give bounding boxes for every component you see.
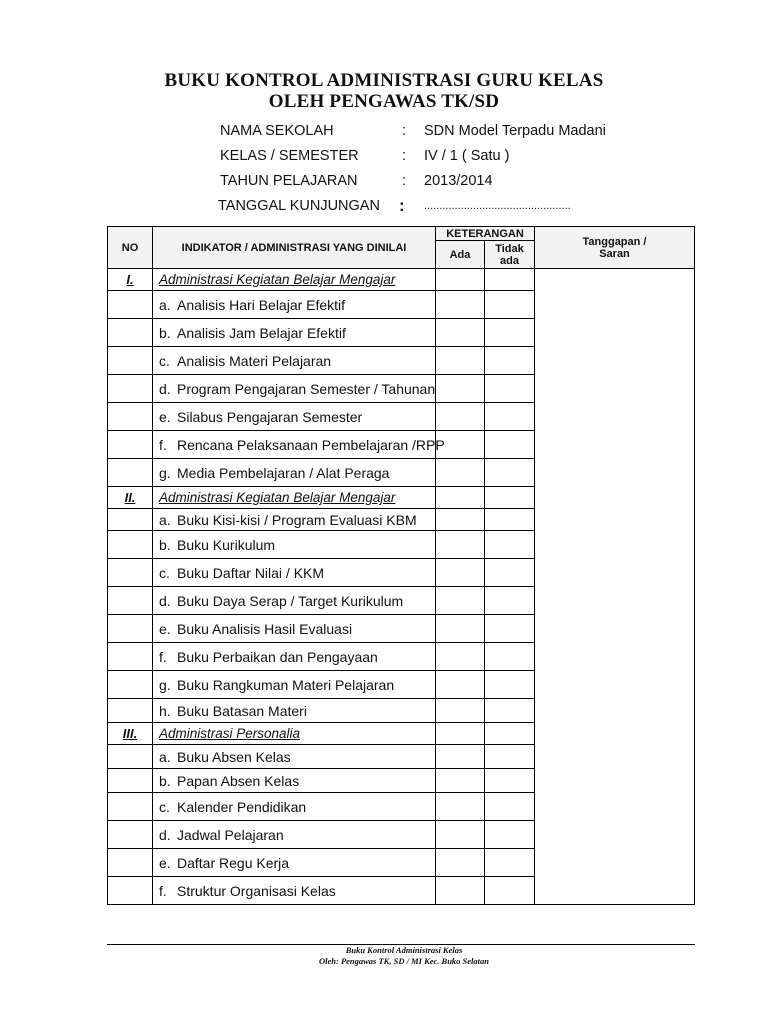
item-text: Buku Rangkuman Materi Pelajaran xyxy=(177,676,395,693)
tidak-ada-cell[interactable] xyxy=(485,643,535,671)
ada-cell[interactable] xyxy=(436,849,485,877)
ada-cell[interactable] xyxy=(436,699,485,723)
item-prefix: f. xyxy=(159,436,167,453)
ada-cell[interactable] xyxy=(436,559,485,587)
header-tidak-ada-line1: Tidak xyxy=(495,242,524,255)
no-cell xyxy=(108,431,153,459)
item-prefix: a. xyxy=(159,296,171,313)
info-value-nama-sekolah: SDN Model Terpadu Madani xyxy=(424,123,606,139)
tidak-ada-cell[interactable] xyxy=(485,375,535,403)
item-prefix: d. xyxy=(159,380,171,397)
indicator-cell xyxy=(153,587,436,615)
item-prefix: e. xyxy=(159,854,171,871)
item-text: Buku Daftar Nilai / KKM xyxy=(177,564,325,581)
tidak-ada-cell[interactable] xyxy=(485,559,535,587)
no-cell xyxy=(108,671,153,699)
item-prefix: c. xyxy=(159,564,170,581)
ada-cell[interactable] xyxy=(436,459,485,487)
item-prefix: b. xyxy=(159,772,171,789)
info-label-tahun-pelajaran: TAHUN PELAJARAN xyxy=(220,173,358,189)
section-number: I. xyxy=(108,269,153,291)
indicator-cell xyxy=(153,643,436,671)
footer-line1: Buku Kontrol Administrasi Kelas xyxy=(345,945,463,955)
ada-cell[interactable] xyxy=(436,745,485,769)
item-text: Analisis Jam Belajar Efektif xyxy=(177,324,346,341)
header-ada: Ada xyxy=(436,241,485,269)
tidak-ada-cell[interactable] xyxy=(485,699,535,723)
tidak-ada-cell[interactable] xyxy=(485,877,535,905)
item-text: Analisis Hari Belajar Efektif xyxy=(177,296,346,313)
tidak-ada-cell[interactable] xyxy=(485,745,535,769)
tidak-ada-cell[interactable] xyxy=(485,291,535,319)
ada-cell[interactable] xyxy=(436,509,485,531)
ada-cell[interactable] xyxy=(436,671,485,699)
indicator-cell xyxy=(153,671,436,699)
ada-cell[interactable] xyxy=(436,643,485,671)
info-colon: : xyxy=(402,173,407,189)
item-text: Media Pembelajaran / Alat Peraga xyxy=(177,464,390,481)
section-title: Administrasi Kegiatan Belajar Mengajar xyxy=(153,269,436,291)
info-value-kelas-semester: IV / 1 ( Satu ) xyxy=(424,148,510,164)
item-text: Struktur Organisasi Kelas xyxy=(177,882,336,899)
header-tanggapan-line1: Tanggapan / xyxy=(582,235,647,248)
info-label-tanggal-kunjungan: TANGGAL KUNJUNGAN xyxy=(218,198,380,214)
no-cell xyxy=(108,375,153,403)
indicator-cell xyxy=(153,459,436,487)
no-cell xyxy=(108,291,153,319)
indicator-cell xyxy=(153,849,436,877)
section-number: II. xyxy=(108,487,153,509)
tidak-ada-cell[interactable] xyxy=(485,459,535,487)
no-cell xyxy=(108,793,153,821)
tidak-ada-cell[interactable] xyxy=(485,723,535,745)
header-tidak-ada xyxy=(485,241,535,269)
header-no: NO xyxy=(108,227,153,269)
header-tanggapan-line2: Saran xyxy=(599,247,630,260)
no-cell xyxy=(108,403,153,431)
info-label-nama-sekolah: NAMA SEKOLAH xyxy=(220,123,334,139)
indicator-cell xyxy=(153,319,436,347)
section-number: III. xyxy=(108,723,153,745)
item-prefix: d. xyxy=(159,592,171,609)
no-cell xyxy=(108,745,153,769)
tidak-ada-cell[interactable] xyxy=(485,487,535,509)
indicator-cell xyxy=(153,375,436,403)
tidak-ada-cell[interactable] xyxy=(485,509,535,531)
header-tanggapan xyxy=(535,227,695,269)
ada-cell[interactable] xyxy=(436,269,485,291)
no-cell xyxy=(108,319,153,347)
tidak-ada-cell[interactable] xyxy=(485,431,535,459)
indicator-cell xyxy=(153,403,436,431)
ada-cell[interactable] xyxy=(436,615,485,643)
item-text: Analisis Materi Pelajaran xyxy=(177,352,332,369)
item-prefix: a. xyxy=(159,511,171,528)
info-colon: : xyxy=(402,148,407,164)
item-prefix: g. xyxy=(159,464,171,481)
ada-cell[interactable] xyxy=(436,487,485,509)
tidak-ada-cell[interactable] xyxy=(485,319,535,347)
no-cell xyxy=(108,821,153,849)
tidak-ada-cell[interactable] xyxy=(485,347,535,375)
footer-line2: Oleh: Pengawas TK, SD / MI Kec. Buko Selatan xyxy=(318,956,490,966)
no-cell xyxy=(108,347,153,375)
item-prefix: c. xyxy=(159,352,170,369)
ada-cell[interactable] xyxy=(436,821,485,849)
item-text: Daftar Regu Kerja xyxy=(177,854,290,871)
no-cell xyxy=(108,531,153,559)
ada-cell[interactable] xyxy=(436,723,485,745)
item-text: Jadwal Pelajaran xyxy=(177,826,284,843)
no-cell xyxy=(108,769,153,793)
no-cell xyxy=(108,877,153,905)
no-cell xyxy=(108,849,153,877)
tidak-ada-cell[interactable] xyxy=(485,269,535,291)
no-cell xyxy=(108,559,153,587)
item-prefix: g. xyxy=(159,676,171,693)
item-text: Program Pengajaran Semester / Tahunan xyxy=(177,380,436,397)
item-text: Papan Absen Kelas xyxy=(177,772,300,789)
item-prefix: a. xyxy=(159,748,171,765)
item-text: Buku Daya Serap / Target Kurikulum xyxy=(177,592,404,609)
no-cell xyxy=(108,615,153,643)
header-indicator: INDIKATOR / ADMINISTRASI YANG DINILAI xyxy=(153,227,436,269)
item-prefix: f. xyxy=(159,648,167,665)
item-text: Buku Kisi-kisi / Program Evaluasi KBM xyxy=(177,511,417,528)
header-keterangan: KETERANGAN xyxy=(436,227,535,241)
ada-cell[interactable] xyxy=(436,587,485,615)
item-prefix: b. xyxy=(159,536,171,553)
indicator-cell xyxy=(153,559,436,587)
indicator-cell xyxy=(153,347,436,375)
item-text: Buku Absen Kelas xyxy=(177,748,291,765)
info-colon: : xyxy=(402,123,407,139)
item-text: Kalender Pendidikan xyxy=(177,798,307,815)
item-prefix: h. xyxy=(159,702,171,719)
info-colon: : xyxy=(399,196,405,215)
indicator-cell xyxy=(153,769,436,793)
document-title-line2: OLEH PENGAWAS TK/SD xyxy=(268,91,500,112)
header-tidak-ada-line2: ada xyxy=(500,254,519,267)
ada-cell[interactable] xyxy=(436,375,485,403)
indicator-cell xyxy=(153,291,436,319)
tanggapan-cell[interactable] xyxy=(535,269,695,905)
info-value-tanggal-kunjungan: ................................................ xyxy=(424,200,571,212)
tidak-ada-cell[interactable] xyxy=(485,587,535,615)
indicator-cell xyxy=(153,877,436,905)
assessment-table xyxy=(107,226,695,905)
no-cell xyxy=(108,459,153,487)
tidak-ada-cell[interactable] xyxy=(485,615,535,643)
indicator-cell xyxy=(153,821,436,849)
item-text: Buku Perbaikan dan Pengayaan xyxy=(177,648,378,665)
indicator-cell xyxy=(153,699,436,723)
ada-cell[interactable] xyxy=(436,877,485,905)
tidak-ada-cell[interactable] xyxy=(485,849,535,877)
info-value-tahun-pelajaran: 2013/2014 xyxy=(424,173,493,189)
section-title: Administrasi Kegiatan Belajar Mengajar xyxy=(153,487,436,509)
ada-cell[interactable] xyxy=(436,403,485,431)
item-prefix: f. xyxy=(159,882,167,899)
indicator-cell xyxy=(153,531,436,559)
no-cell xyxy=(108,699,153,723)
section-row xyxy=(108,269,695,291)
ada-cell[interactable] xyxy=(436,291,485,319)
no-cell xyxy=(108,509,153,531)
indicator-cell xyxy=(153,793,436,821)
tidak-ada-cell[interactable] xyxy=(485,821,535,849)
section-title: Administrasi Personalia xyxy=(153,723,436,745)
no-cell xyxy=(108,643,153,671)
no-cell xyxy=(108,587,153,615)
item-prefix: b. xyxy=(159,324,171,341)
ada-cell[interactable] xyxy=(436,319,485,347)
tidak-ada-cell[interactable] xyxy=(485,671,535,699)
indicator-cell xyxy=(153,431,445,459)
item-text: Buku Analisis Hasil Evaluasi xyxy=(177,620,353,637)
item-prefix: e. xyxy=(159,408,171,425)
indicator-cell xyxy=(153,509,436,531)
tidak-ada-cell[interactable] xyxy=(485,793,535,821)
tidak-ada-cell[interactable] xyxy=(485,769,535,793)
item-text: Rencana Pelaksanaan Pembelajaran /RPP xyxy=(177,436,445,453)
ada-cell[interactable] xyxy=(436,347,485,375)
item-text: Buku Batasan Materi xyxy=(177,702,307,719)
ada-cell[interactable] xyxy=(436,769,485,793)
item-prefix: d. xyxy=(159,826,171,843)
item-text: Buku Kurikulum xyxy=(177,536,276,553)
item-prefix: e. xyxy=(159,620,171,637)
ada-cell[interactable] xyxy=(436,531,485,559)
tidak-ada-cell[interactable] xyxy=(485,403,535,431)
indicator-cell xyxy=(153,745,436,769)
indicator-cell xyxy=(153,615,436,643)
ada-cell[interactable] xyxy=(436,793,485,821)
tidak-ada-cell[interactable] xyxy=(485,531,535,559)
item-prefix: c. xyxy=(159,798,170,815)
item-text: Silabus Pengajaran Semester xyxy=(177,408,363,425)
document-title-line1: BUKU KONTROL ADMINISTRASI GURU KELAS xyxy=(164,70,604,91)
info-label-kelas-semester: KELAS / SEMESTER xyxy=(220,148,359,164)
